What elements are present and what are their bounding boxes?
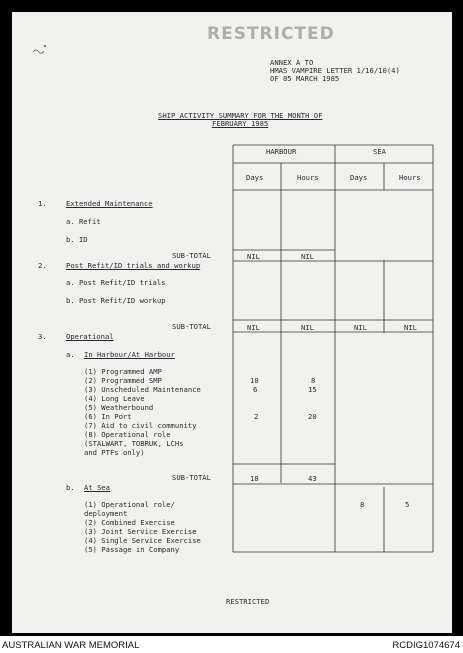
amp-days: 10 (250, 376, 259, 385)
section-2b: b. Post Refit/ID workup (66, 296, 166, 305)
section-1-subtotal-label: SUB-TOTAL (172, 251, 211, 260)
section-3a-prefix: a. (66, 350, 75, 359)
unsched-days: 6 (253, 385, 258, 394)
col-sea-days: Days (350, 173, 368, 182)
harbour-item: (8) Operational role (84, 430, 171, 439)
page-title-line-2: FEBRUARY 1985 (212, 119, 269, 128)
smp-days: 8 (311, 376, 316, 385)
s1-harbour-hours: NIL (301, 252, 314, 261)
section-3b-prefix: b. (66, 483, 75, 492)
s1-harbour-days: NIL (247, 252, 260, 261)
section-3-number: 3. (38, 332, 47, 341)
section-2-subtotal-label: SUB-TOTAL (172, 322, 211, 331)
section-1-number: 1. (38, 199, 47, 208)
sea-item: (4) Single Service Exercise (84, 536, 201, 545)
sea-item: (3) Joint Service Exercise (84, 527, 197, 536)
s2-harbour-hours: NIL (301, 323, 314, 332)
archive-footer (0, 636, 463, 653)
annex-line-3: OF 05 MARCH 1985 (270, 74, 340, 83)
col-harbour-hours: Hours (297, 173, 319, 182)
sea-item: (2) Combined Exercise (84, 518, 175, 527)
annex-line-2: HMAS VAMPIRE LETTER 1/16/10(4) (270, 66, 400, 75)
section-3-label: Operational (66, 332, 114, 341)
harbour-item: and PTFs only) (84, 448, 145, 457)
section-3b-label: At Sea (84, 483, 110, 492)
section-2-number: 2. (38, 261, 47, 270)
harbour-item: (2) Programmed SMP (84, 376, 162, 385)
section-1b: b. ID (66, 235, 88, 244)
section-1-label: Extended Maintenance (66, 199, 153, 208)
s3-harbour-hours: 43 (308, 474, 317, 483)
sea-days: 8 (360, 500, 365, 509)
pen-marks (33, 45, 46, 53)
sea-item: deployment (84, 509, 128, 518)
section-1a: a. Refit (66, 217, 101, 226)
section-3a-label: In Harbour/At Harbour (84, 350, 175, 359)
harbour-item: (5) Weatherbound (84, 403, 154, 412)
col-harbour: HARBOUR (266, 147, 297, 156)
restricted-stamp-bottom: RESTRICTED (226, 597, 270, 606)
inport-hours: 20 (308, 412, 317, 421)
footer-left: AUSTRALIAN WAR MEMORIAL (2, 640, 140, 651)
col-harbour-days: Days (246, 173, 264, 182)
sea-hours: 5 (405, 500, 410, 509)
s2-sea-days: NIL (354, 323, 367, 332)
harbour-item: (STALWART, TOBRUK, LCHs (84, 439, 184, 448)
annex-line-1: ANNEX A TO (270, 58, 314, 67)
sea-item: (5) Passage in Company (84, 545, 180, 554)
unsched-hours: 15 (308, 385, 317, 394)
footer-right: RCDIG1074674 (392, 640, 460, 651)
page-title-line-1: SHIP ACTIVITY SUMMARY FOR THE MONTH OF (158, 111, 323, 120)
harbour-item: (7) Aid to civil community (84, 421, 197, 430)
section-2a: a. Post Refit/ID trials (66, 278, 166, 287)
col-sea: SEA (373, 147, 386, 156)
s3-harbour-days: 18 (250, 474, 259, 483)
section-3-subtotal-label: SUB-TOTAL (172, 473, 211, 482)
inport-days: 2 (254, 412, 259, 421)
harbour-item: (3) Unscheduled Maintenance (84, 385, 201, 394)
harbour-item: (6) In Port (84, 412, 132, 421)
s2-harbour-days: NIL (247, 323, 260, 332)
harbour-item: (4) Long Leave (84, 394, 145, 403)
harbour-item: (1) Programmed AMP (84, 367, 162, 376)
section-2-label: Post Refit/ID trials and workup (66, 261, 201, 270)
sea-item: (1) Operational role/ (84, 500, 175, 509)
s2-sea-hours: NIL (404, 323, 417, 332)
col-sea-hours: Hours (399, 173, 421, 182)
restricted-stamp-top: RESTRICTED (207, 24, 335, 44)
